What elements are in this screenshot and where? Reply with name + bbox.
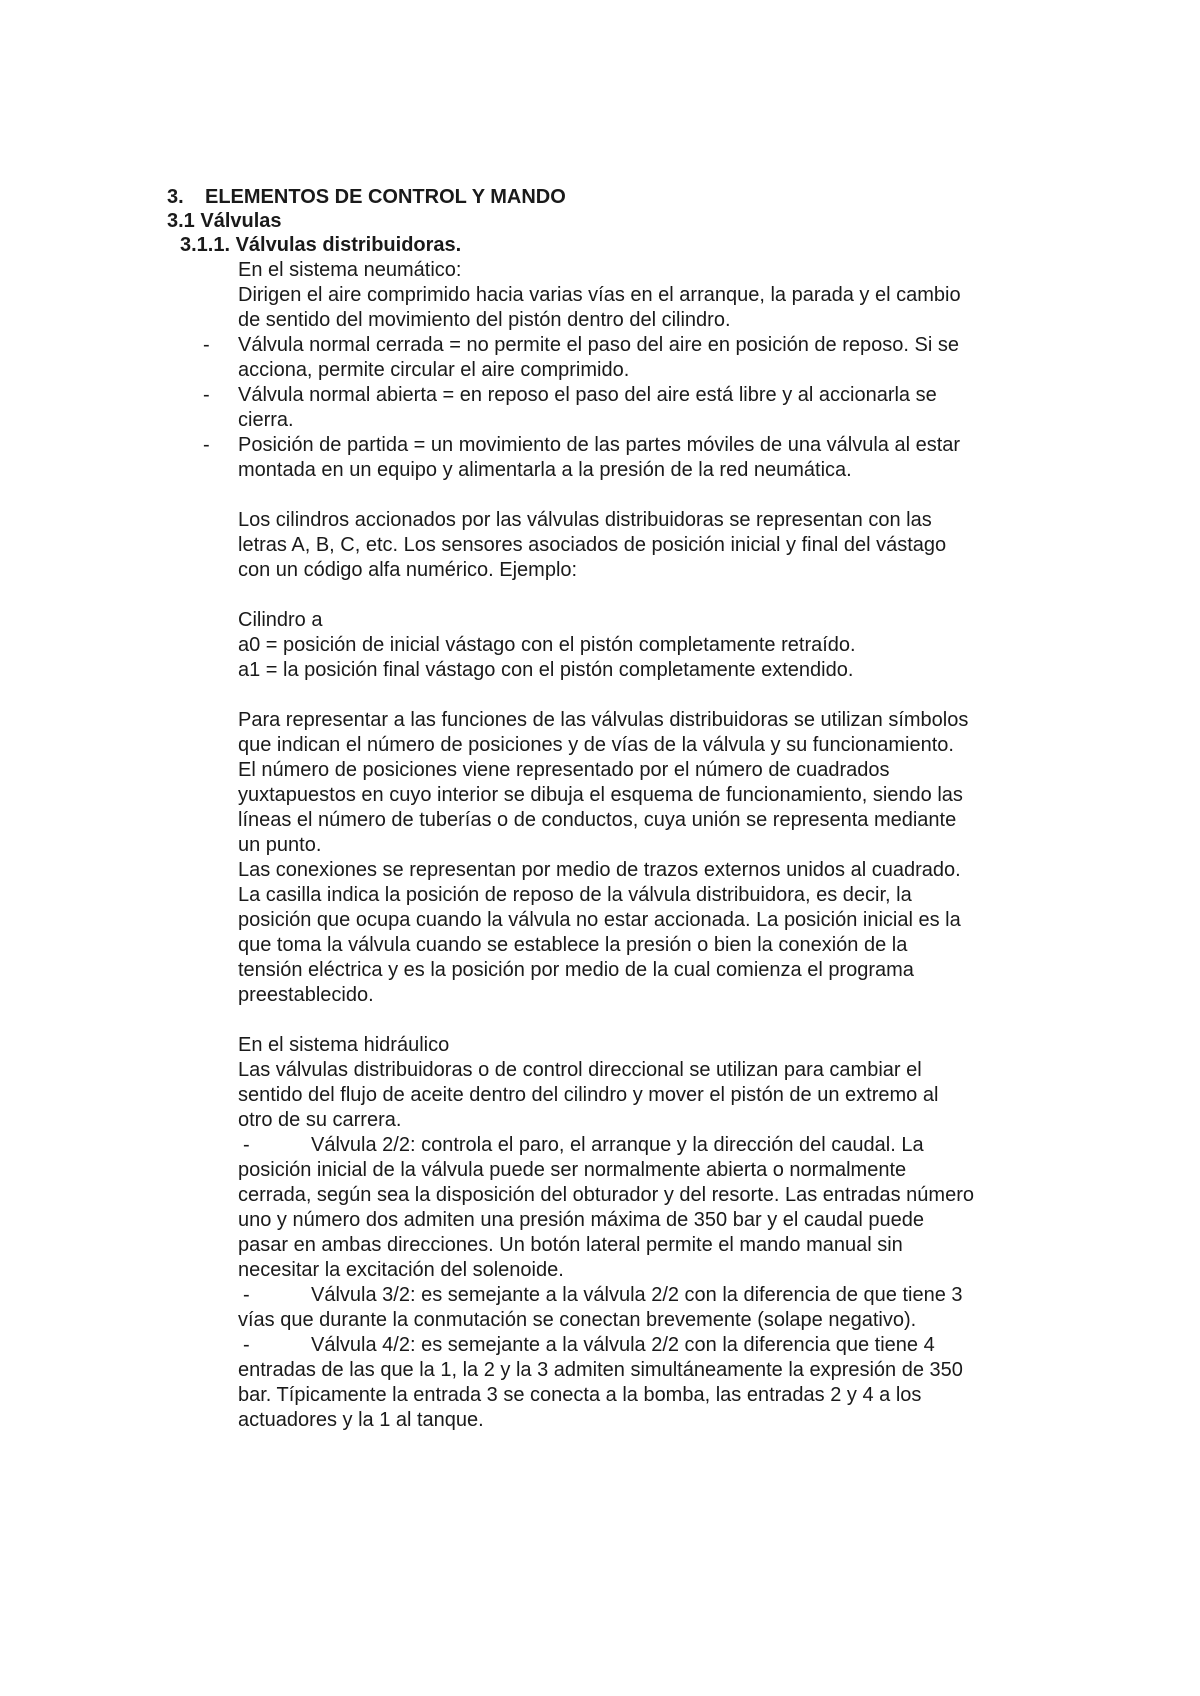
bullet-line: entradas de las que la 1, la 2 y la 3 admiten simultáneamente la expresión de 350 [238, 1359, 963, 1381]
bullet-marker: - [243, 1134, 250, 1156]
bullet-marker: - [203, 434, 210, 456]
bullet-marker: - [203, 334, 210, 356]
bullet-line: posición inicial de la válvula puede ser normalmente abierta o normalmente [238, 1159, 907, 1181]
bullet-marker: - [243, 1284, 250, 1306]
hidraulico-line: Las válvulas distribuidoras o de control direccional se utilizan para cambiar el [238, 1059, 922, 1081]
heading-3: 3.1.1. Válvulas distribuidoras. [180, 234, 462, 256]
bullet-line: bar. Típicamente la entrada 3 se conecta a la bomba, las entradas 2 y 4 a los [238, 1384, 922, 1406]
bullet-line: Válvula 3/2: es semejante a la válvula 2/2 con la diferencia de que tiene 3 [311, 1284, 963, 1306]
neumatico-line: de sentido del movimiento del pistón dentro del cilindro. [238, 309, 731, 331]
bullet-line: pasar en ambas direcciones. Un botón lateral permite el mando manual sin [238, 1234, 903, 1256]
bullet-line: actuadores y la 1 al tanque. [238, 1409, 484, 1431]
paragraph-line: El número de posiciones viene representado por el número de cuadrados [238, 759, 890, 781]
example-line: a1 = la posición final vástago con el pistón completamente extendido. [238, 659, 854, 681]
heading-2: 3.1 Válvulas [167, 210, 282, 232]
paragraph-line: preestablecido. [238, 984, 374, 1006]
bullet-line: Válvula normal cerrada = no permite el paso del aire en posición de reposo. Si se [238, 334, 959, 356]
bullet-line: cerrada, según sea la disposición del obturador y del resorte. Las entradas número [238, 1184, 974, 1206]
hidraulico-line: otro de su carrera. [238, 1109, 402, 1131]
neumatico-intro: En el sistema neumático: [238, 259, 462, 281]
paragraph-line: que indican el número de posiciones y de vías de la válvula y su funcionamiento. [238, 734, 954, 756]
hidraulico-line: sentido del flujo de aceite dentro del cilindro y mover el pistón de un extremo al [238, 1084, 939, 1106]
bullet-line: Válvula 2/2: controla el paro, el arranque y la dirección del caudal. La [311, 1134, 924, 1156]
bullet-marker: - [243, 1334, 250, 1356]
paragraph-line: un punto. [238, 834, 322, 856]
paragraph-line: La casilla indica la posición de reposo de la válvula distribuidora, es decir, la [238, 884, 912, 906]
bullet-line: vías que durante la conmutación se conectan brevemente (solape negativo). [238, 1309, 917, 1331]
paragraph-line: Para representar a las funciones de las válvulas distribuidoras se utilizan símbolos [238, 709, 969, 731]
bullet-line: Válvula 4/2: es semejante a la válvula 2/2 con la diferencia que tiene 4 [311, 1334, 935, 1356]
paragraph-line: Los cilindros accionados por las válvulas distribuidoras se representan con las [238, 509, 932, 531]
hidraulico-intro: En el sistema hidráulico [238, 1034, 450, 1056]
heading-1: ELEMENTOS DE CONTROL Y MANDO [205, 186, 566, 208]
paragraph-line: tensión eléctrica y es la posición por medio de la cual comienza el programa [238, 959, 914, 981]
paragraph-line: posición que ocupa cuando la válvula no estar accionada. La posición inicial es la [238, 909, 961, 931]
bullet-line: necesitar la excitación del solenoide. [238, 1259, 564, 1281]
paragraph-line: líneas el número de tuberías o de conductos, cuya unión se representa mediante [238, 809, 957, 831]
paragraph-line: que toma la válvula cuando se establece la presión o bien la conexión de la [238, 934, 908, 956]
example-line: Cilindro a [238, 609, 323, 631]
paragraph-line: Las conexiones se representan por medio de trazos externos unidos al cuadrado. [238, 859, 961, 881]
neumatico-line: Dirigen el aire comprimido hacia varias vías en el arranque, la parada y el cambio [238, 284, 961, 306]
paragraph-line: yuxtapuestos en cuyo interior se dibuja el esquema de funcionamiento, siendo las [238, 784, 963, 806]
paragraph-line: con un código alfa numérico. Ejemplo: [238, 559, 578, 581]
bullet-line: Válvula normal abierta = en reposo el paso del aire está libre y al accionarla se [238, 384, 937, 406]
bullet-line: cierra. [238, 409, 294, 431]
bullet-marker: - [203, 384, 210, 406]
bullet-line: montada en un equipo y alimentarla a la presión de la red neumática. [238, 459, 852, 481]
example-line: a0 = posición de inicial vástago con el pistón completamente retraído. [238, 634, 856, 656]
bullet-line: Posición de partida = un movimiento de las partes móviles de una válvula al estar [238, 434, 961, 456]
heading-1-number: 3. [167, 186, 184, 208]
bullet-line: uno y número dos admiten una presión máxima de 350 bar y el caudal puede [238, 1209, 924, 1231]
bullet-line: acciona, permite circular el aire comprimido. [238, 359, 630, 381]
paragraph-line: letras A, B, C, etc. Los sensores asociados de posición inicial y final del vástago [238, 534, 947, 556]
